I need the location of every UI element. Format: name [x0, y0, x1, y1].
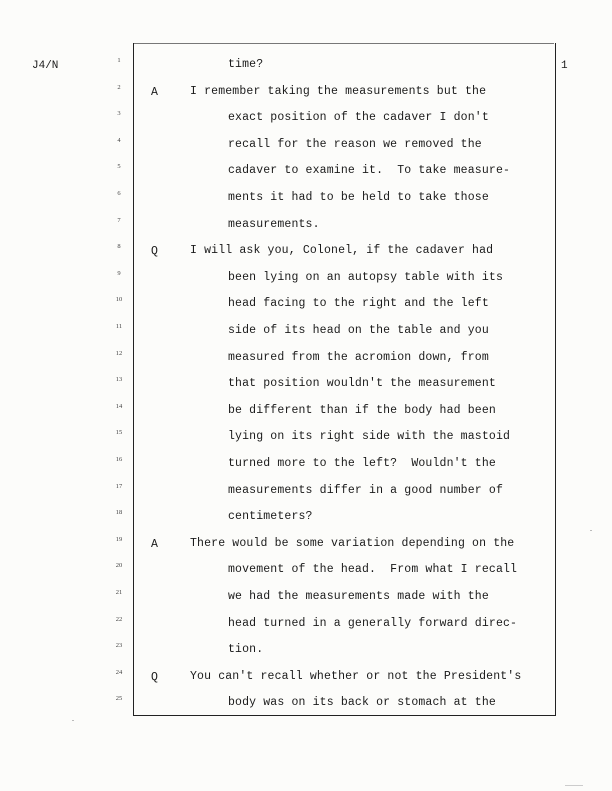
transcript-line-text: measured from the acromion down, from	[228, 350, 489, 364]
document-code: J4/N	[32, 60, 59, 72]
line-number: 21	[115, 589, 123, 596]
line-number: 1	[117, 57, 121, 64]
speaker-label: Q	[151, 670, 158, 684]
transcript-line-text: head facing to the right and the left	[228, 297, 489, 311]
transcript-line-text: I remember taking the measurements but the	[190, 84, 487, 98]
page-number: 1	[561, 60, 568, 72]
line-number: 13	[115, 376, 123, 384]
transcript-line-text: movement of the head. From what I recall	[228, 563, 518, 577]
transcript-line-text: cadaver to examine it. To take measure-	[228, 164, 511, 178]
line-number: 18	[115, 509, 123, 517]
line-number: 10	[115, 296, 123, 304]
line-number: 6	[117, 190, 121, 197]
transcript-line-text: There would be some variation depending on the	[190, 536, 515, 550]
scan-speck	[565, 785, 583, 786]
line-number: 16	[115, 456, 123, 463]
line-number: 8	[117, 243, 121, 251]
transcript-line-text: been lying on an autopsy table with its	[228, 270, 503, 284]
transcript-line-text: lying on its right side with the mastoid	[228, 430, 511, 444]
transcript-line-text: measurements.	[228, 217, 320, 231]
line-number: 5	[117, 163, 121, 171]
transcript-line-text: turned more to the left? Wouldn't the	[228, 457, 496, 470]
transcript-line-text: measurements differ in a good number of	[228, 483, 503, 497]
transcript-line-text: head turned in a generally forward direc-	[228, 616, 518, 630]
transcript-line-text: side of its head on the table and you	[228, 324, 489, 337]
transcript-line-text: exact position of the cadaver I don't	[228, 111, 489, 125]
transcript-line-text: we had the measurements made with the	[228, 590, 489, 603]
transcript-line-text: ments it had to be held to take those	[228, 191, 489, 204]
transcript-line-text: time?	[228, 58, 264, 71]
transcript-line-text: body was on its back or stomach at the	[228, 696, 496, 710]
line-number: 20	[115, 562, 123, 570]
speaker-label: Q	[151, 245, 158, 259]
line-number: 22	[115, 615, 123, 623]
line-number: 23	[115, 642, 123, 650]
scan-speck	[590, 530, 592, 531]
line-number: 12	[115, 349, 123, 357]
line-number: 17	[115, 482, 123, 490]
line-number: 15	[115, 429, 123, 437]
line-number: 14	[115, 402, 123, 410]
line-number: 2	[117, 83, 121, 91]
transcript-line-text: recall for the reason we removed the	[228, 137, 482, 151]
line-number: 3	[117, 110, 121, 118]
line-number: 25	[115, 695, 123, 703]
line-number: 4	[117, 136, 121, 144]
transcript-line-text: tion.	[228, 643, 264, 657]
scan-speck	[72, 720, 74, 721]
line-number: 11	[115, 323, 123, 330]
speaker-label: A	[151, 537, 158, 551]
line-number: 9	[117, 269, 121, 277]
line-number: 7	[117, 216, 121, 224]
line-number: 24	[115, 668, 123, 676]
transcript-line-text: that position wouldn't the measurement	[228, 377, 496, 391]
transcript-line-text: centimeters?	[228, 510, 313, 524]
transcript-line-text: be different than if the body had been	[228, 403, 496, 417]
speaker-label: A	[151, 85, 158, 99]
transcript-line-text: You can't recall whether or not the President's	[190, 669, 522, 683]
line-number: 19	[115, 535, 123, 543]
transcript-line-text: I will ask you, Colonel, if the cadaver had	[190, 244, 494, 258]
